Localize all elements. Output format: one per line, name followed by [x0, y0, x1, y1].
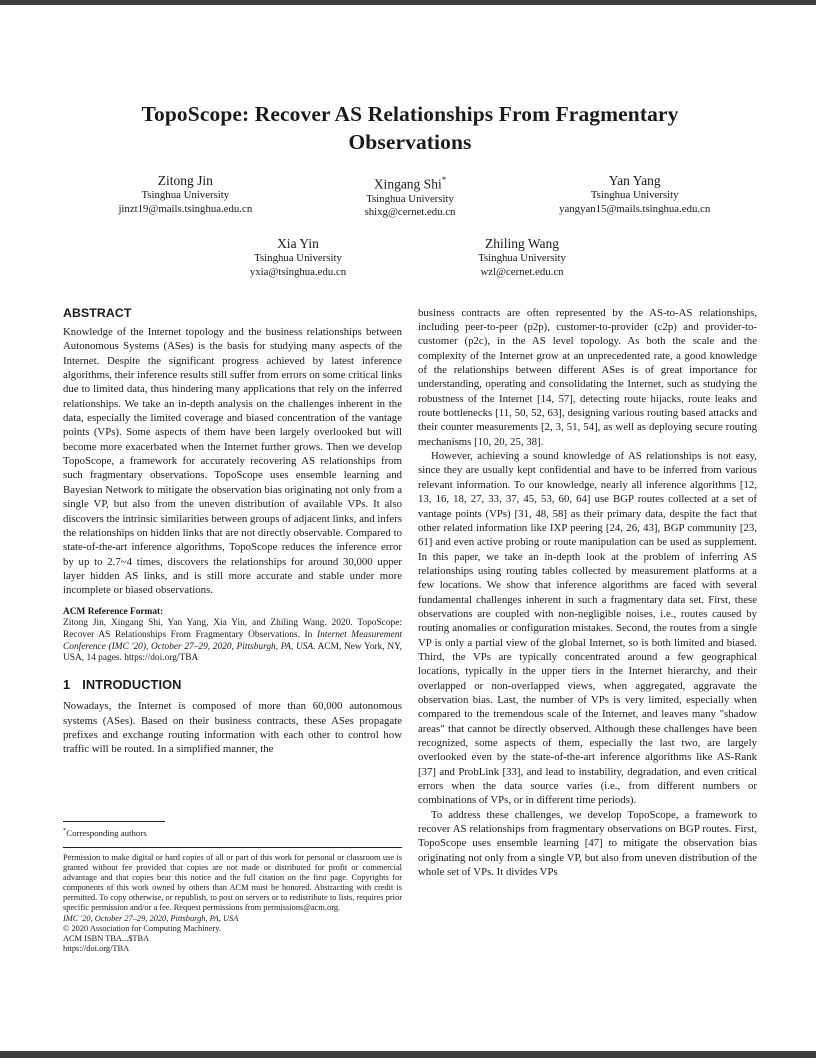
- introduction-text: Nowadays, the Internet is composed of more than 60,000 autonomous systems (ASes). Based on their business contracts, these ASes propagate prefixes and exchange routing information with each other to control how traffic will be routed. In a simplified manner, the: [63, 700, 402, 756]
- author-email: wzl@cernet.edu.cn: [480, 265, 564, 278]
- conference-info-line: IMC '20, October 27–29, 2020, Pittsburgh, PA, USA: [63, 913, 239, 923]
- author-name: Zhiling Wang: [484, 236, 560, 252]
- viewer-bottom-edge: [0, 1051, 816, 1058]
- corresponding-author-mark: *: [441, 175, 447, 185]
- authors-row-2: [63, 235, 757, 280]
- author-email: shixg@cernet.edu.cn: [364, 206, 456, 219]
- author-affiliation: Tsinghua University: [141, 189, 230, 201]
- author-block: [218, 235, 378, 280]
- author-block: [522, 172, 747, 220]
- footnote-mark: *: [63, 826, 67, 834]
- author-affiliation: Tsinghua University: [254, 252, 342, 265]
- section-number: 1: [63, 677, 71, 693]
- footnote-rule: [63, 821, 165, 822]
- section-title: INTRODUCTION: [82, 677, 182, 693]
- author-block: [298, 172, 523, 220]
- paper-page: [63, 0, 757, 954]
- acm-reference-format: [63, 607, 402, 666]
- footnote-text: Corresponding authors: [66, 827, 147, 838]
- isbn-line: ACM ISBN TBA...$TBA: [63, 933, 150, 943]
- author-name: Zitong Jin: [157, 173, 213, 188]
- acm-reference-text-2: . ACM, New York, NY, USA, 14 pages. https://doi.org/TBA: [63, 641, 402, 664]
- corresponding-authors-footnote: [63, 826, 402, 838]
- author-email: yxia@tsinghua.edu.cn: [249, 265, 347, 278]
- copyright-rule: [63, 847, 402, 848]
- author-email: yangyan15@mails.tsinghua.edu.cn: [559, 202, 711, 215]
- body-paragraph: However, achieving a sound knowledge of AS relationships is not easy, since they are usually kept confidential and have to be inferred from various relevant information. To our knowledge, nearly all inference algorithms [12, 13, 16, 18, 27, 33, 37, 45, 53, 60, 64] use BGP routes collected at a set of vantage points (VPs) [31, 48, 58] as their primary data, despite the fact that other related information like IXP peering [24, 26, 43], BGP community [23, 61] and even active probing or route manipulation can be used as supplement. In this paper, we take an in-depth look at the problem of inferring AS relationships using routing tables collected by measurement platforms at a few locations. We show that inference algorithms are faced with several fundamental challenges inherent in such a fragmentary data set. First, these observations are coupled with non-negligible noises, i.e., routes caused by routing anomalies or configuration mistakes. Second, the routes from a single VP is only a partial view of the global Internet, so is both limited and biased. Third, the VPs are typically concentrated around a few geographical locations, typically in the upper tiers in the Internet hierarchy, and their overlapped or non-overlapped views, when aggregated, aggravate the observation bias. Last, the number of VPs is very limited, especially when compared to the tremendous scale of the Internet, and leaves many "shadow areas" that cannot be directly observed. Although these challenges have been recognized, some aspects of them, especially the last two, are largely overlooked even by the state-of-the-art inference algorithms like AS-Rank [37] and ProbLink [33], and lead to instability, degradation, and even critical errors when the data source varies (i.e., from different numbers or combinations of VPs, or in different time periods).: [418, 450, 757, 807]
- abstract-text: Knowledge of the Internet topology and the business relationships between Autonomous Systems (ASes) is the basis for studying many aspects of the Internet. Despite the significant progress achieved by latest inference algorithms, their inference results still suffer from errors on some critical links due to limited data, thus hindering many applications that rely on the inferred relationships. We take an in-depth analysis on the challenges inherent in the data, especially the limited coverage and biased concentration of the vantage points (VPs). Some aspects of them have been largely overlooked but will become more exacerbated when the Internet further grows. Then we develop TopoScope, a framework for accurately recovering AS relationships from such fragmentary observations. TopoScope uses ensemble learning and Bayesian Network to mitigate the observation bias originating not only from a single VP, but also from the uneven distribution of available VPs. It also discovers the intrinsic similarities between groups of adjacent links, and infers the relationships on hidden links that are not directly observable. Compared to state-of-the-art inference algorithms, TopoScope reduces the inference error by up to 2.7~4 times, discovers the relationships for around 30,000 upper layer hidden AS links, and is still more accurate and stable under more incomplete or biased observations.: [63, 326, 402, 597]
- authors-row-1: [63, 172, 757, 220]
- author-affiliation: Tsinghua University: [590, 189, 679, 201]
- author-name: Yan Yang: [608, 173, 661, 188]
- introduction-heading: [63, 678, 402, 692]
- acm-reference-label: ACM Reference Format:: [63, 606, 164, 617]
- acm-reference-text-1: Zitong Jin, Xingang Shi, Yan Yang, Xia Yin, and Zhiling Wang. 2020. TopoScope: Recover AS Relationships From Fragmentary Observations. In: [63, 618, 402, 640]
- two-column-body: [63, 306, 757, 954]
- author-name: Xia Yin: [277, 236, 319, 252]
- body-paragraph: business contracts are often represented by the AS-to-AS relationships, including peer-to-peer (p2p), customer-to-provider (c2p) and provider-to-customer (p2c), in the AS level topology. As both the scale and the complexity of the Internet grow at an unprecedented rate, a good knowledge of the relationships between different ASes is of great importance for understanding, operating and consolidating the Internet, such as studying the robustness of the Internet [14, 57], detecting route hijacks, route leaks and route bottlenecks [11, 50, 52, 63], designing various routing based attacks and their counter measurements [2, 3, 51, 54], as well as deploying secure routing mechanisms [10, 20, 25, 38].: [418, 306, 757, 448]
- author-block: [73, 172, 298, 220]
- permission-notice: Permission to make digital or hard copies of all or part of this work for personal or classroom use is granted without fee provided that copies are not made or distributed for profit or commercial advantage and that copies bear this notice and the full citation on the first page. Copyrights for components of this work owned by others than ACM must be honored. Abstracting with credit is permitted. To copy otherwise, or republish, to post on servers or to redistribute to lists, requires prior specific permission and/or a fee. Request permissions from permissions@acm.org.: [63, 853, 402, 912]
- doi-line: https://doi.org/TBA: [63, 943, 130, 953]
- right-column: [418, 306, 757, 954]
- author-affiliation: Tsinghua University: [478, 252, 566, 265]
- author-name: [298, 172, 523, 193]
- left-column: [63, 306, 402, 954]
- acm-reference-venue: Internet Measurement Conference (IMC '20), October 27–29, 2020, Pittsburgh, PA, USA: [63, 629, 402, 652]
- paper-title: TopoScope: Recover AS Relationships From Fragmentary Observations: [141, 102, 679, 154]
- author-email: jinzt19@mails.tsinghua.edu.cn: [118, 202, 253, 215]
- footnote-block: [63, 821, 402, 954]
- author-block: [442, 235, 602, 280]
- author-affiliation: Tsinghua University: [366, 192, 454, 205]
- copyright-line: © 2020 Association for Computing Machinery.: [63, 923, 221, 933]
- body-paragraph: To address these challenges, we develop TopoScope, a framework to recover AS relationships from fragmentary observations on BGP routes. First, TopoScope uses ensemble learning [47] to mitigate the observation bias originating not only from a single VP, but also from uneven distribution of the whole set of VPs. It divides VPs: [418, 808, 757, 879]
- author-name-text: Xingang Shi: [373, 176, 442, 192]
- abstract-heading: ABSTRACT: [63, 305, 132, 320]
